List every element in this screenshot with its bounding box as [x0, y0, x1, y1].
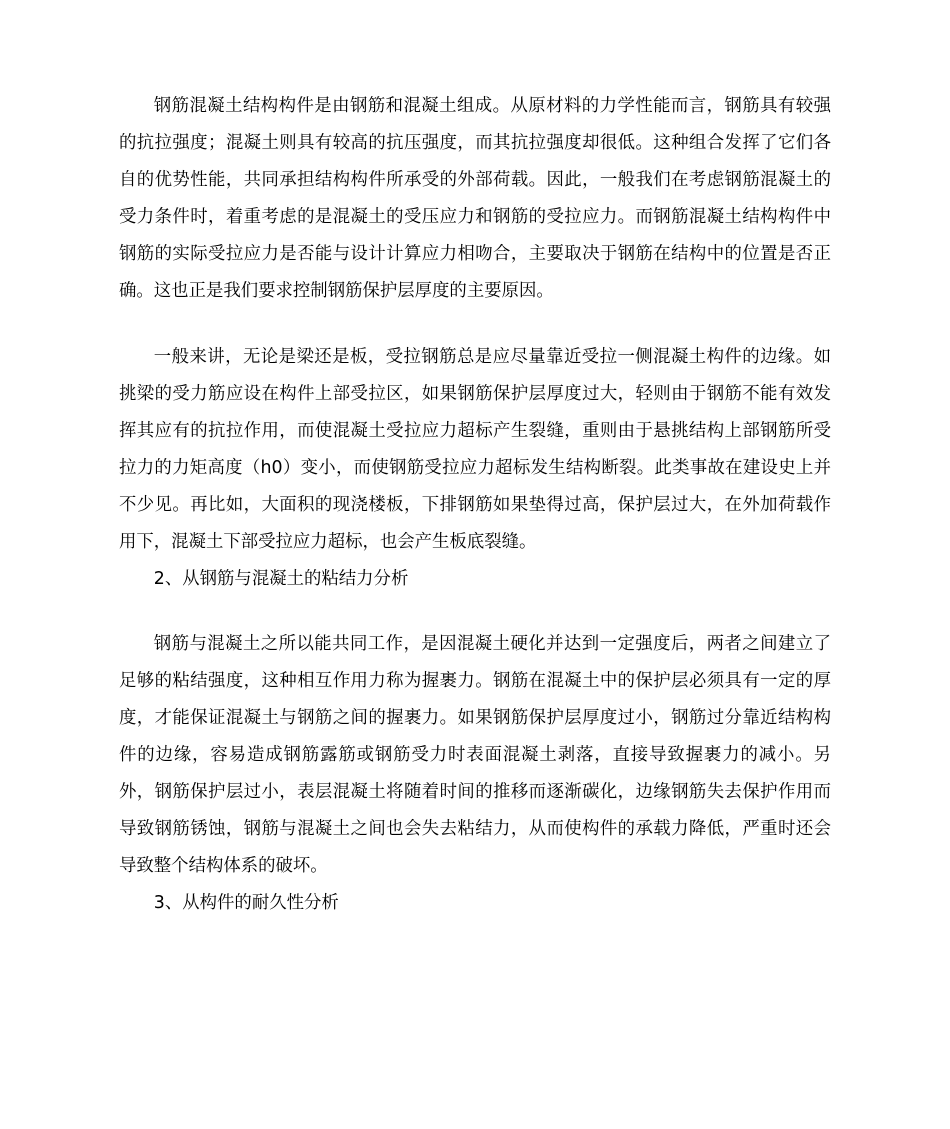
paragraph-3: 钢筋与混凝土之所以能共同工作，是因混凝土硬化并达到一定强度后，两者之间建立了足够的粘结强度，这种相互作用力称为握裹力。钢筋在混凝土中的保护层必须具有一定的厚度，才能保证混凝土与钢筋之间的握裹力。如果钢筋保护层厚度过小，钢筋过分靠近结构构件的边缘，容易造成钢筋露筋或钢筋受力时表面混凝土剥落，直接导致握裹力的减小。另外，钢筋保护层过小，表层混凝土将随着时间的推移而逐渐碳化，边缘钢筋失去保护作用而导致钢筋锈蚀，钢筋与混凝土之间也会失去粘结力，从而使构件的承载力降低，严重时还会导致整个结构体系的破坏。 [119, 634, 831, 876]
paragraph-2: 一般来讲，无论是梁还是板，受拉钢筋总是应尽量靠近受拉一侧混凝土构件的边缘。如挑梁的受力筋应设在构件上部受拉区，如果钢筋保护层厚度过大，轻则由于钢筋不能有效发挥其应有的抗拉作用，而使混凝土受拉应力超标产生裂缝，重则由于悬挑结构上部钢筋所受拉力的力矩高度（h0）变小，而使钢筋受拉应力超标发生结构断裂。此类事故在建设史上并不少见。再比如，大面积的现浇楼板，下排钢筋如果垫得过高，保护层过大，在外加荷载作用下，混凝土下部受拉应力超标，也会产生板底裂缝。 [119, 347, 831, 552]
paragraph-1: 钢筋混凝土结构构件是由钢筋和混凝土组成。从原材料的力学性能而言，钢筋具有较强的抗拉强度；混凝土则具有较高的抗压强度，而其抗拉强度却很低。这种组合发挥了它们各自的优势性能，共同承担结构构件所承受的外部荷载。因此，一般我们在考虑钢筋混凝土的受力条件时，着重考虑的是混凝土的受压应力和钢筋的受拉应力。而钢筋混凝土结构构件中钢筋的实际受拉应力是否能与设计计算应力相吻合，主要取决于钢筋在结构中的位置是否正确。这也正是我们要求控制钢筋保护层厚度的主要原因。 [119, 96, 831, 301]
document-page [119, 88, 831, 922]
section-heading-3: 3、从构件的耐久性分析 [153, 893, 339, 913]
section-heading-2: 2、从钢筋与混凝土的粘结力分析 [153, 569, 409, 589]
